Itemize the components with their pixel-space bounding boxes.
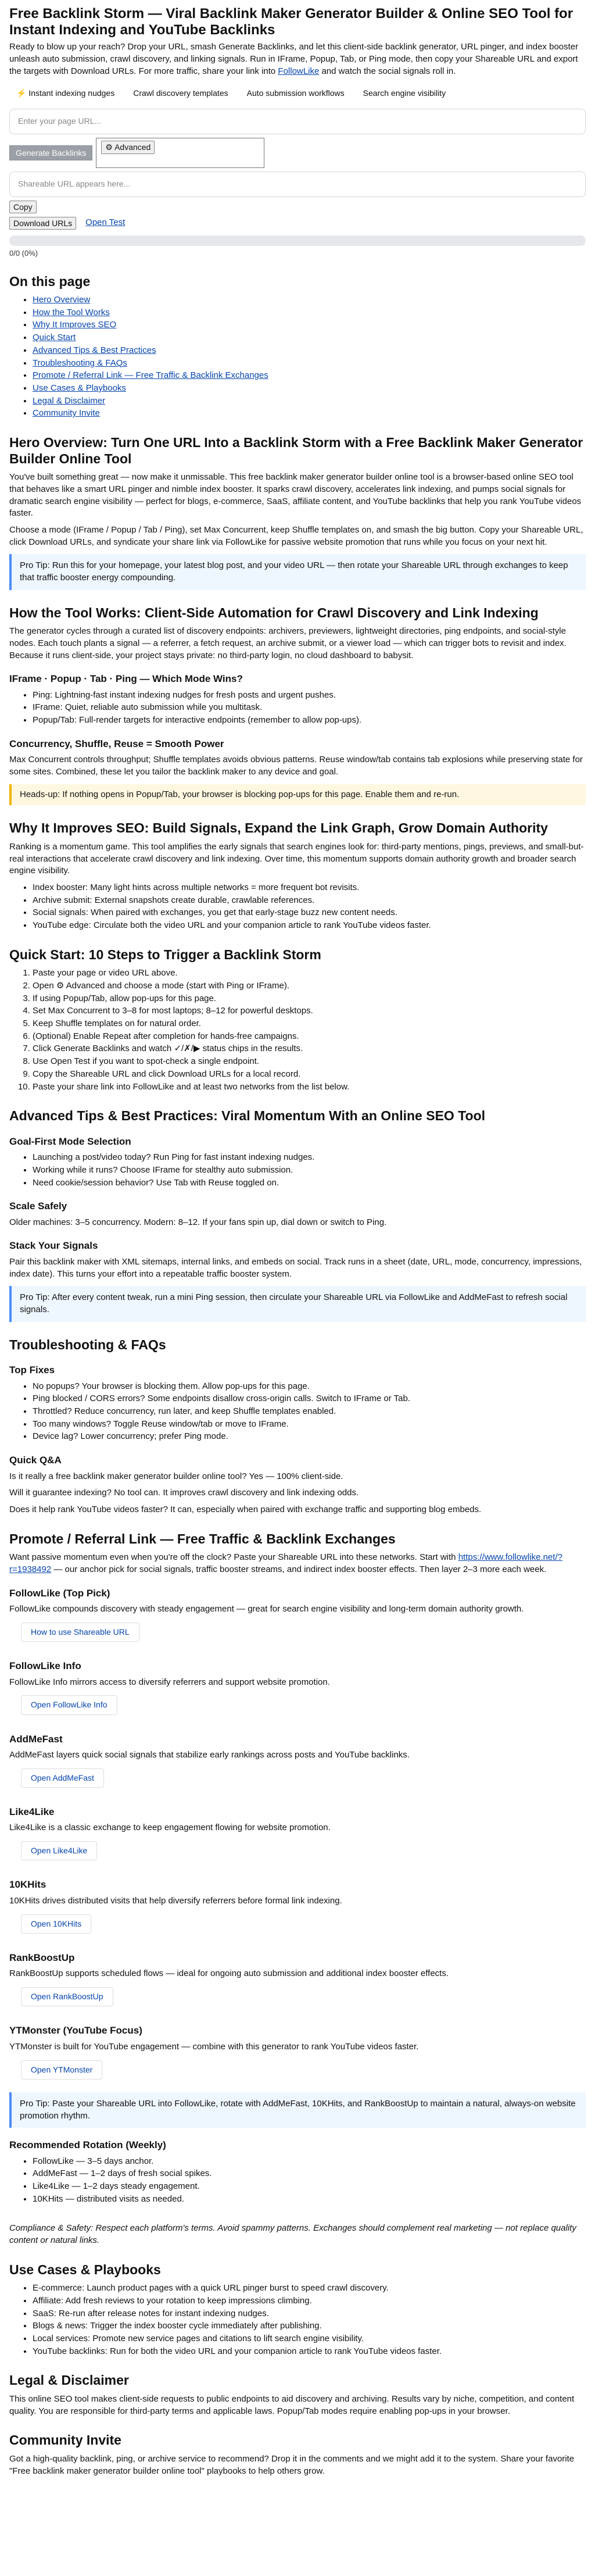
goal-heading: Goal-First Mode Selection: [9, 1135, 131, 1147]
partner-card: [9, 1732, 586, 1795]
step-item: 5. Keep Shuffle templates on for natural order.: [33, 1018, 586, 1030]
community-heading: Community Invite: [9, 2432, 121, 2448]
toc-link-hero[interactable]: Hero Overview: [33, 295, 91, 305]
progress-text: 0/0 (0%): [9, 248, 38, 258]
list-item: • Too many windows? Toggle Reuse window/tab or move to IFrame.: [33, 1419, 586, 1431]
download-row: [9, 217, 586, 230]
toc-item: [33, 307, 586, 319]
list-item: • YouTube edge: Circulate both the video URL and your companion article to rank YouTube videos faster.: [33, 920, 586, 932]
feature-pill: ⚡ Instant indexing nudges: [9, 84, 121, 102]
url-input[interactable]: Enter your page URL...: [9, 109, 586, 134]
table-of-contents: [9, 294, 586, 420]
open-10khits-button[interactable]: Open 10KHits: [21, 1914, 91, 1934]
how-heading: How the Tool Works: Client-Side Automation for Crawl Discovery and Link Indexing: [9, 605, 539, 620]
feature-pill: Crawl discovery templates: [126, 84, 235, 102]
top-pick-heading: FollowLike (Top Pick): [9, 1587, 110, 1599]
partner-card: [9, 1878, 586, 1940]
toc-item: [33, 319, 586, 331]
feature-pills: [9, 84, 586, 102]
goal-list: [9, 1152, 586, 1189]
use-cases-heading: Use Cases & Playbooks: [9, 2261, 161, 2277]
list-item: • Like4Like — 1–2 days steady engagement.: [33, 2181, 586, 2193]
list-item: • No popups? Your browser is blocking them. Allow pop-ups for this page.: [33, 1381, 586, 1393]
open-test-link[interactable]: Open Test: [85, 217, 126, 228]
modes-heading: IFrame · Popup · Tab · Ping — Which Mode Wins?: [9, 673, 243, 685]
scale-paragraph: Older machines: 3–5 concurrency. Modern: 8–12. If your fans spin up, dial down or switch to Ping.: [9, 1217, 387, 1227]
scale-heading: Scale Safely: [9, 1201, 67, 1212]
list-item: • E-commerce: Launch product pages with a quick URL pinger burst to speed crawl discovery.: [33, 2282, 586, 2295]
promote-text: Want passive momentum even when you're off the clock? Paste your Shareable URL into these networks. Start with: [9, 1552, 456, 1563]
feature-pill: Search engine visibility: [356, 84, 453, 102]
list-item: • Ping: Lightning-fast instant indexing nudges for fresh posts and urgent pushes.: [33, 689, 586, 702]
advanced-pro-tip: Pro Tip: After every content tweak, run a mini Ping session, then circulate your Shareable URL via FollowLike and AddMeFast to refresh social signals.: [9, 1286, 586, 1321]
copy-row: [9, 201, 586, 213]
partner-heading: 10KHits: [9, 1879, 46, 1891]
qa-item: Does it help rank YouTube videos faster? It can, especially when paired with exchange traffic and supporting blog embeds.: [9, 1504, 482, 1514]
partner-heading: FollowLike Info: [9, 1660, 81, 1672]
toc-link-faq[interactable]: Troubleshooting & FAQs: [33, 358, 127, 368]
partner-description: YTMonster is built for YouTube engagement — combine with this generator to rank YouTube videos faster.: [9, 2041, 419, 2052]
download-urls-button[interactable]: Download URLs: [9, 217, 76, 230]
hero-heading: Hero Overview: Turn One URL Into a Backlink Storm with a Free Backlink Maker Generator Builder Online Tool: [9, 434, 583, 466]
partner-card: [9, 1659, 586, 1721]
open-addmefast-button[interactable]: Open AddMeFast: [21, 1768, 104, 1788]
toc-item: [33, 294, 586, 306]
step-item: 2. Open ⚙ Advanced and choose a mode (start with Ping or IFrame).: [33, 980, 586, 992]
hero-paragraph-1: You've built something great — now make it unmissable. This free backlink maker generator builder online tool is a browser-based online SEO tool that behaves like a smart URL pinger and nimble index booster. It sparks crawl discovery, accelerates link indexing, and pumps social signals for dramatic search engine visibility — perfect for blogs, e-commerce, SaaS, affiliate content, and YouTube backlinks that help you rank YouTube videos faster.: [9, 472, 582, 519]
toc-link-why[interactable]: Why It Improves SEO: [33, 320, 117, 330]
legal-heading: Legal & Disclaimer: [9, 2373, 129, 2388]
toc-link-community[interactable]: Community Invite: [33, 408, 100, 419]
toc-link-quick[interactable]: Quick Start: [33, 333, 76, 343]
faq-heading: Troubleshooting & FAQs: [9, 1337, 166, 1352]
partner-description: Like4Like is a classic exchange to keep engagement flowing for website promotion.: [9, 1823, 331, 1833]
step-item: 7. Click Generate Backlinks and watch ✓/✗/▶ status chips in the results.: [33, 1043, 586, 1055]
toc-link-usecases[interactable]: Use Cases & Playbooks: [33, 383, 126, 393]
step-item: 4. Set Max Concurrent to 3–8 for most laptops; 8–12 for powerful desktops.: [33, 1005, 586, 1017]
copy-button[interactable]: Copy: [9, 201, 37, 213]
concurrency-heading: Concurrency, Shuffle, Reuse = Smooth Power: [9, 738, 224, 749]
partner-card: [9, 1805, 586, 1867]
hero-paragraph-2: Choose a mode (IFrame / Popup / Tab / Ping), set Max Concurrent, keep Shuffle templates on, and smash the big button. Copy your Shareable URL, click Download URLs, and syndicate your share link via FollowLike for passive website promotion that runs while you focus on your next hit.: [9, 524, 583, 547]
toc-item: [33, 345, 586, 357]
partner-description: RankBoostUp supports scheduled flows — ideal for ongoing auto submission and additional index booster effects.: [9, 1968, 449, 1979]
stack-heading: Stack Your Signals: [9, 1240, 98, 1252]
popup-warning: Heads-up: If nothing opens in Popup/Tab, your browser is blocking pop-ups for this page. Enable them and re-run.: [9, 784, 586, 806]
list-item: • 10KHits — distributed visits as needed.: [33, 2193, 586, 2206]
partner-heading: Like4Like: [9, 1806, 55, 1817]
action-row: [9, 138, 586, 168]
toc-link-advanced[interactable]: Advanced Tips & Best Practices: [33, 345, 156, 355]
list-item: • Working while it runs? Choose IFrame for stealthy auto submission.: [33, 1164, 586, 1177]
partner-heading: YTMonster (YouTube Focus): [9, 2025, 142, 2036]
list-item: • Archive submit: External snapshots create durable, crawlable references.: [33, 895, 586, 907]
toc-link-promote[interactable]: Promote / Referral Link — Free Traffic & Backlink Exchanges: [33, 370, 268, 381]
shareable-url-field[interactable]: Shareable URL appears here...: [9, 172, 586, 197]
intro-end-text: and watch the social signals roll in.: [321, 66, 456, 76]
partner-description: 10KHits drives distributed visits that help diversify referrers before formal link indexing.: [9, 1895, 342, 1906]
progress-bar: [9, 235, 586, 246]
intro-followlike-link[interactable]: FollowLike: [278, 66, 320, 76]
why-heading: Why It Improves SEO: Build Signals, Expand the Link Graph, Grow Domain Authority: [9, 820, 548, 836]
list-item: • AddMeFast — 1–2 days of fresh social spikes.: [33, 2168, 586, 2180]
toc-item: [33, 383, 586, 395]
why-paragraph: Ranking is a momentum game. This tool amplifies the early signals that search engines look for: third-party mentions, pings, previews, and small-but-real interactions that accelerate crawl discovery and link indexing. Over time, this momentum supports domain authority growth and broader search engine visibility.: [9, 841, 584, 876]
list-item: • Need cookie/session behavior? Use Tab with Reuse toggled on.: [33, 1177, 586, 1189]
modes-list: [9, 689, 586, 727]
toc-item: [33, 332, 586, 344]
advanced-heading: Advanced Tips & Best Practices: Viral Momentum With an Online SEO Tool: [9, 1108, 486, 1124]
community-paragraph: Got a high-quality backlink, ping, or archive service to recommend? Drop it in the comments and we might add it to the system. Share your favorite "Free backlink maker generator builder online tool" playbooks to help others grow.: [9, 2454, 575, 2476]
feature-pill: Auto submission workflows: [240, 84, 352, 102]
list-item: • YouTube backlinks: Run for both the video URL and your companion article to rank YouTube videos faster.: [33, 2346, 586, 2358]
qa-heading: Quick Q&A: [9, 1455, 62, 1466]
partner-card: [9, 2024, 586, 2086]
step-item: 1. Paste your page or video URL above.: [33, 967, 586, 980]
partner-heading: AddMeFast: [9, 1733, 63, 1745]
toc-title: On this page: [9, 273, 91, 289]
page-title: Free Backlink Storm — Viral Backlink Maker Generator Builder & Online SEO Tool for Instant Indexing and YouTube Backlinks: [9, 6, 574, 38]
partner-description: FollowLike Info mirrors access to diversify referrers and support website promotion.: [9, 1677, 330, 1687]
list-item: • Ping blocked / CORS errors? Some endpoints disallow cross-origin calls. Switch to IFrame or Tab.: [33, 1393, 586, 1405]
legal-paragraph: This online SEO tool makes client-side requests to public endpoints to aid discovery and archiving. Results vary by niche, competition, and content quality. You are responsible for third-party terms and applicable laws. Popup/Tab modes require enabling pop-ups in your browser.: [9, 2394, 575, 2416]
list-item: • Popup/Tab: Full-render targets for interactive endpoints (remember to allow pop-ups).: [33, 714, 586, 727]
top-pick-actions: [9, 1620, 586, 1649]
qa-item: Is it really a free backlink maker generator builder online tool? Yes — 100% client-side.: [9, 1471, 343, 1481]
compliance-note: Compliance & Safety: Respect each platform's terms. Avoid spammy patterns. Exchanges should complement real marketing — not replace quality content or natural links.: [9, 2223, 576, 2246]
promote-heading: Promote / Referral Link — Free Traffic & Backlink Exchanges: [9, 1531, 396, 1546]
use-cases-list: [9, 2282, 586, 2357]
stack-paragraph: Pair this backlink maker with XML sitemaps, internal links, and embeds on social. Track runs in a sheet (date, URL, mode, concurrency, impressions, index date). This turns your effort into a repeatable traffic booster system.: [9, 1256, 582, 1279]
toc-item: [33, 358, 586, 370]
intro-text: Ready to blow up your reach? Drop your URL, smash Generate Backlinks, and let this client-side backlink generator, URL pinger, and index booster unleash auto submission, crawl discovery, and linking signals. Run in IFrame, Popup, Tab, or Ping mode, then copy your Shareable URL and export the targets with Download URLs. For more traffic, share your link into: [9, 42, 579, 76]
fixes-list: [9, 1381, 586, 1443]
open-followlike-info-button[interactable]: Open FollowLike Info: [21, 1695, 117, 1714]
promote-text-end: — our anchor pick for social signals, traffic booster streams, and indirect index booster effects. Then layer 2–3 more each week.: [53, 1564, 547, 1574]
how-paragraph-2: Max Concurrent controls throughput; Shuffle templates avoids obvious patterns. Reuse window/tab contains tab explosions while preserving state for some sites. Combined, these let you tailor the backlink maker to any device and goal.: [9, 755, 583, 777]
list-item: • Launching a post/video today? Run Ping for fast instant indexing nudges.: [33, 1152, 586, 1164]
step-item: 3. If using Popup/Tab, allow pop-ups for this page.: [33, 993, 586, 1005]
partner-heading: RankBoostUp: [9, 1952, 75, 1963]
advanced-panel[interactable]: [96, 138, 264, 168]
toc-link-how[interactable]: How the Tool Works: [33, 307, 110, 317]
list-item: • Device lag? Lower concurrency; prefer Ping mode.: [33, 1431, 586, 1443]
qa-item: Will it guarantee indexing? No tool can. It improves crawl discovery and link indexing odds.: [9, 1488, 359, 1498]
why-list: [9, 882, 586, 932]
generate-backlinks-button[interactable]: Generate Backlinks: [9, 145, 92, 160]
step-item: 10. Paste your share link into FollowLike and at least two networks from the list below.: [33, 1081, 586, 1094]
open-rankboostup-button[interactable]: Open RankBoostUp: [21, 1987, 113, 2006]
top-fixes-heading: Top Fixes: [9, 1364, 55, 1376]
how-to-use-link[interactable]: How to use Shareable URL: [21, 1623, 139, 1642]
toc-item: [33, 395, 586, 408]
promote-paragraph: [9, 1552, 586, 1575]
list-item: • Affiliate: Add fresh reviews to your rotation to keep impressions climbing.: [33, 2295, 586, 2307]
partner-card: [9, 1951, 586, 2013]
top-pick-paragraph: FollowLike compounds discovery with steady engagement — great for search engine visibility and long-term domain authority growth.: [9, 1604, 524, 1614]
step-item: 6. (Optional) Enable Repeat after completion for hands-free campaigns.: [33, 1031, 586, 1043]
hero-pro-tip: Pro Tip: Run this for your homepage, your latest blog post, and your video URL — then rotate your Shareable URL through exchanges to keep that traffic booster energy compounding.: [9, 554, 586, 589]
quick-start-heading: Quick Start: 10 Steps to Trigger a Backlink Storm: [9, 946, 321, 962]
list-item: • Local services: Promote new service pages and citations to lift search engine visibility.: [33, 2333, 586, 2345]
list-item: • Social signals: When paired with exchanges, you get that early-stage buzz new content needs.: [33, 907, 586, 919]
how-paragraph-1: The generator cycles through a curated list of discovery endpoints: archivers, previewers, lightweight directories, ping endpoints, and social-style nodes. Each touch plants a signal — a referrer, a fetch request, an archive submit, or a viewer load — which can trigger bots to revisit and index. Because it runs client-side, your project stays private: no third-party login, no cloud dashboard to babysit.: [9, 626, 567, 660]
toc-item: [33, 408, 586, 420]
intro-paragraph: [9, 41, 586, 77]
list-item: • Throttled? Reduce concurrency, run later, and keep Shuffle templates enabled.: [33, 1406, 586, 1418]
list-item: • Blogs & news: Trigger the index booster cycle immediately after publishing.: [33, 2320, 586, 2332]
rotation-heading: Recommended Rotation (Weekly): [9, 2139, 166, 2151]
open-ytmonster-button[interactable]: Open YTMonster: [21, 2060, 102, 2080]
promote-pro-tip: Pro Tip: Paste your Shareable URL into FollowLike, rotate with AddMeFast, 10KHits, and RankBoostUp to maintain a natural, always-on website promotion rhythm.: [9, 2092, 586, 2128]
toc-item: [33, 370, 586, 382]
list-item: • IFrame: Quiet, reliable auto submission while you multitask.: [33, 702, 586, 714]
list-item: • Index booster: Many light hints across multiple networks = more frequent bot revisits.: [33, 882, 586, 894]
step-item: 9. Copy the Shareable URL and click Download URLs for a local record.: [33, 1069, 586, 1081]
list-item: • SaaS: Re-run after release notes for instant indexing nudges.: [33, 2308, 586, 2320]
partner-description: AddMeFast layers quick social signals that stabilize early rankings across posts and YouTube backlinks.: [9, 1750, 410, 1760]
advanced-toggle-button[interactable]: ⚙ Advanced: [101, 141, 155, 154]
rotation-list: [9, 2156, 586, 2206]
step-item: 8. Use Open Test if you want to spot-check a single endpoint.: [33, 1056, 586, 1068]
quick-start-steps: [9, 967, 586, 1093]
open-like4like-button[interactable]: Open Like4Like: [21, 1841, 97, 1860]
referral-link[interactable]: https://www.followlike.net/?r=1938492: [9, 1552, 562, 1574]
list-item: • FollowLike — 3–5 days anchor.: [33, 2156, 586, 2168]
toc-link-legal[interactable]: Legal & Disclaimer: [33, 395, 106, 406]
